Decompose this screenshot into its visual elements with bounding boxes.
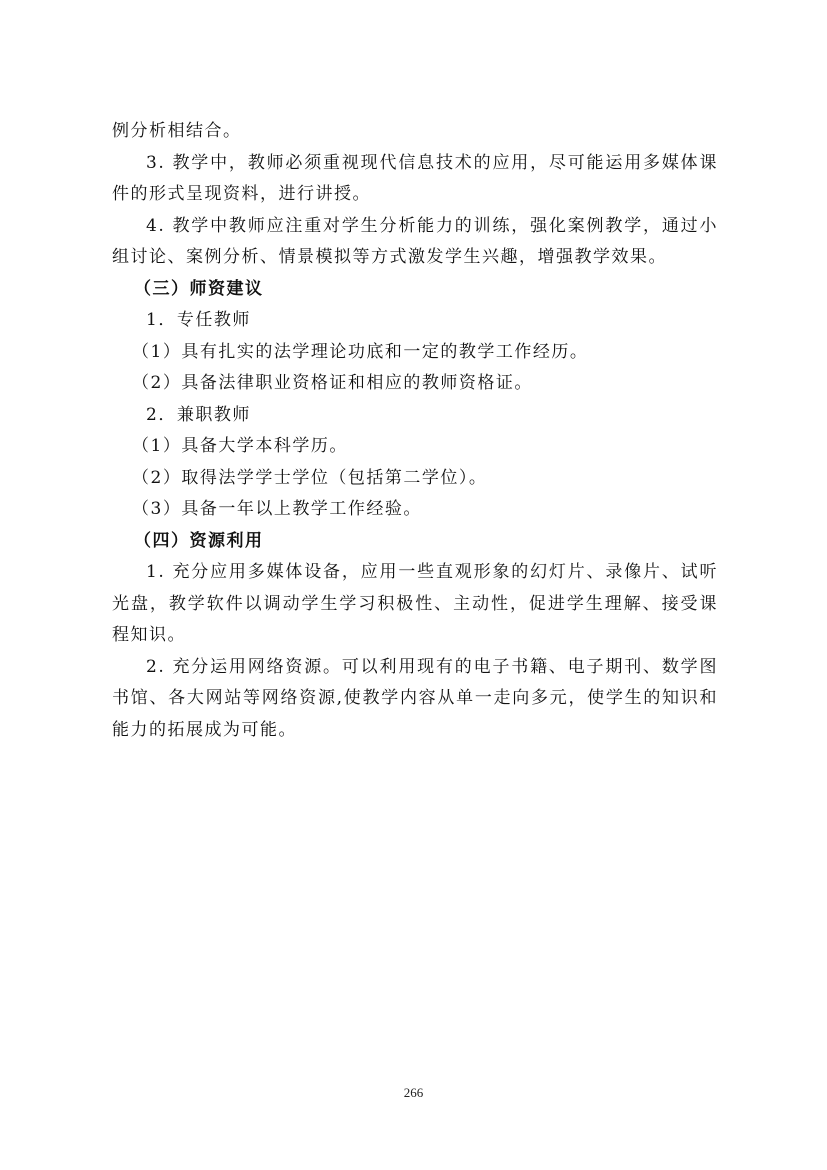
list-item: （1）具有扎实的法学理论功底和一定的教学工作经历。 bbox=[132, 341, 589, 362]
subheading-parttime-teachers: 2．兼职教师 bbox=[146, 404, 251, 425]
list-item: （2）具备法律职业资格证和相应的教师资格证。 bbox=[132, 373, 533, 393]
subheading-fulltime-teachers: 1．专任教师 bbox=[146, 310, 251, 330]
paragraph-resource-1: 1. 充分应用多媒体设备，应用一些直观形象的幻灯片、录像片、试听光盘，教学软件以调动学生学习积极性、主动性，促进学生理解、接受课程知识。 bbox=[112, 562, 718, 645]
list-item: （1）具备大学本科学历。 bbox=[132, 436, 348, 456]
page-number: 266 bbox=[403, 1085, 424, 1100]
list-item: （2）取得法学学士学位（包括第二学位）。 bbox=[132, 467, 488, 488]
paragraph-resource-2: 2. 充分运用网络资源。可以利用现有的电子书籍、电子期刊、数学图书馆、各大网站等网络资源,使教学内容从单一走向多元，使学生的知识和能力的拓展成为可能。 bbox=[112, 656, 718, 740]
section-heading-faculty: （三）师资建议 bbox=[134, 278, 264, 299]
section-heading-resources: （四）资源利用 bbox=[134, 530, 264, 551]
paragraph-item-3: 3. 教学中，教师必须重视现代信息技术的应用，尽可能运用多媒体课件的形式呈现资料，进行讲授。 bbox=[112, 152, 718, 204]
paragraph-continuation: 例分析相结合。 bbox=[112, 121, 242, 141]
list-item: （3）具备一年以上教学工作经验。 bbox=[132, 499, 422, 519]
paragraph-item-4: 4. 教学中教师应注重对学生分析能力的训练，强化案例教学，通过小组讨论、案例分析、情景模拟等方式激发学生兴趣，增强教学效果。 bbox=[112, 215, 718, 267]
document-body bbox=[112, 116, 718, 746]
